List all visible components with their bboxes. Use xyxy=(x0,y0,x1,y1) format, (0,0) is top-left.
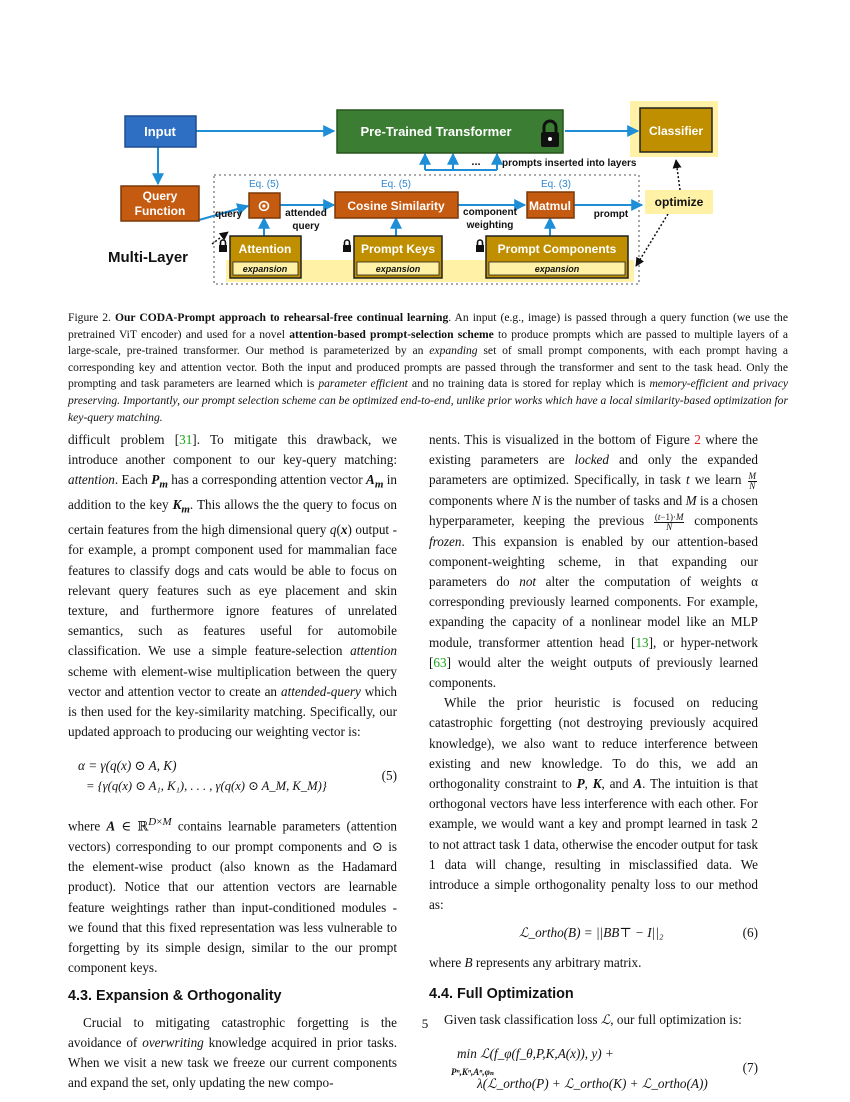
eq5-number: (5) xyxy=(381,768,397,784)
paragraph: Given task classification loss ℒ, our full optimization is: xyxy=(444,1011,742,1027)
caption-italic: expanding xyxy=(429,344,478,358)
page-number: 5 xyxy=(421,1016,429,1031)
citation-link[interactable]: 31 xyxy=(179,432,193,447)
component-weighting-line2: weighting xyxy=(466,220,514,231)
eq7-number: (7) xyxy=(742,1060,758,1076)
eq7-subscript: Pⁿ,Kⁿ,Aⁿ,φₙ xyxy=(451,1067,495,1078)
eq6-number: (6) xyxy=(742,925,758,941)
caption-title: Our CODA-Prompt approach to rehearsal-free continual learning xyxy=(114,311,449,324)
caption-bold: attention-based prompt-selection scheme xyxy=(289,327,494,341)
citation-link[interactable]: 63 xyxy=(433,654,447,670)
paragraph: difficult problem [31]. To mitigate this drawback, we introduce another component to our key-query matching: attention. Each $P_m$ has a corresponding attention vector $A_m$ in addition to the key $K_m$. This allows the the query to focus on certain features from the high dimensional query q(x) output - for example, a prompt component used for mammalian face features to classify dogs and cats would be able to focus on relevant query features such as eye placement and skin texture, and furthermore ignore features of unrelated semantics, such as features useful for automobile classification. We use a simple feature-selection attention scheme with element-wise multiplication between the query vector and attention vector to create an attended-query which is then used for the key-similarity matching. Specifically, our updated approach to producing our weighting vector is: xyxy=(68,432,397,740)
paragraph: nents. This is visualized in the bottom of Figure 2 where the existing parameters are locked and only the expanded parameters are optimized. Specifically, in task t we learn $\frac{M}{N}$ components where N is the number of tasks and M is a chosen hyperparameter, keeping the previous $\frac{(t-1)\cdot M}{N}$ components frozen. This expansion is enabled by our attention-based component-weighting scheme, in that expanding our parameters do not alter the computation of weights α corresponding previously learned components. For example, expanding the capacity of a nonlinear model like an MLP module, transformer attention head [13], or hyper-network [63] would alter the weight outputs of previously learned components. xyxy=(429,432,759,690)
eq5-line2: = {γ(q(x) ⊙ A₁, K₁), . . . , γ(q(x) ⊙ A_M, K_M)} xyxy=(86,779,327,794)
eq7-line2: λ(ℒ_ortho(P) + ℒ_ortho(K) + ℒ_ortho(A)) xyxy=(477,1076,708,1092)
prompt-edge-label: prompt xyxy=(593,209,629,220)
paragraph: While the prior heuristic is focused on reducing catastrophic forgetting (not destroying previously acquired knowledge), we also want to reduce interference between existing and new knowledge. To do this, we add an orthogonality constraint to P, K, and A. The intuition is that orthogonal vectors have less interference with each other. For example, we would want a key and prompt learned in task 2 to not attract task 1 data, otherwise the encoder output for task 1 data will change, resulting in misclassified data. We introduce a simple orthogonality penalty loss to our method as: xyxy=(429,695,759,913)
eq7-line1: min ℒ(f_φ(f_θ,P,K,A(x)), y) + xyxy=(457,1046,614,1062)
figure-2-diagram xyxy=(0,0,850,300)
caption-label: Figure 2. xyxy=(68,311,111,324)
query-function-line2: Function xyxy=(134,204,186,218)
eq3-label: Eq. (3) xyxy=(540,179,572,190)
component-weighting-line1: component xyxy=(463,207,517,218)
dots-label: ... xyxy=(471,156,481,168)
lock-icon xyxy=(219,240,227,252)
prompt-components-label: Prompt Components xyxy=(497,242,617,256)
citation-link[interactable]: 13 xyxy=(635,634,649,650)
query-function-line1: Query xyxy=(142,189,178,203)
query-edge-label: query xyxy=(215,209,243,220)
prompt-components-expansion-label: expansion xyxy=(534,264,580,274)
input-label: Input xyxy=(144,124,176,139)
attention-label: Attention xyxy=(238,242,292,256)
caption-text: and no training data is stored for replay which is xyxy=(407,377,650,391)
odot-symbol: ⊙ xyxy=(257,198,271,215)
classifier-label: Classifier xyxy=(648,124,704,138)
cosine-similarity-label: Cosine Similarity xyxy=(347,199,445,213)
attention-expansion-label: expansion xyxy=(242,264,288,274)
right-column xyxy=(429,430,758,1102)
paragraph: where A ∈ ℝ$^{D\times M}$ contains learnable parameters (attention vectors) corresponding to our prompt components and ⊙ is the element-wise product (also known as the Hadamard product). Notice that our attention vectors are learnable feature weightings rather than input-conditioned modules - we found that this fixed representation was less vulnerable to forgetting by its simple design, similar to the our prompt component keys. xyxy=(68,816,398,976)
section-heading-4-3: 4.3. Expansion & Orthogonality xyxy=(68,988,282,1005)
eq5-line1: α = γ(q(x) ⊙ A, K) xyxy=(78,758,177,774)
matmul-label: Matmul xyxy=(529,199,571,213)
attended-query-line1: attended xyxy=(285,208,327,219)
paragraph: Crucial to mitigating catastrophic forgetting is the avoidance of overwriting knowledge acquired in prior tasks. When we visit a new task we freeze our current components and expand the set, only updating the new compo- xyxy=(68,1014,398,1091)
prompt-keys-label: Prompt Keys xyxy=(360,242,436,256)
caption-italic: memory-efficient and privacy preserving. Importantly, our prompt selection scheme can be optimized end-to-end, unlike prior works which have a local similarity-based optimization for key-query matching. xyxy=(68,377,788,424)
eq5-label-b: Eq. (5) xyxy=(380,179,412,190)
prompts-inserted-label: prompts inserted into layers xyxy=(502,158,637,169)
caption-text: to produce prompts which are passed to multiple layers of a large-scale, pre-trained transformer. Our method is parameterized by an xyxy=(68,327,788,358)
optimize-label: optimize xyxy=(654,195,704,209)
caption-text: . An input (e.g., image) is passed through a query function (we use the pretrained ViT encoder) and used for a novel xyxy=(68,311,788,341)
section-heading-4-4: 4.4. Full Optimization xyxy=(429,985,574,1002)
attended-query-line2: query xyxy=(292,221,320,232)
paragraph: where B represents any arbitrary matrix. xyxy=(429,955,642,971)
caption-italic: parameter efficient xyxy=(318,377,408,391)
figure-link[interactable]: 2 xyxy=(694,432,701,447)
eq5-label-a: Eq. (5) xyxy=(248,179,280,190)
lock-icon xyxy=(476,240,484,252)
caption-text: set of small prompt components, with each prompt having a corresponding key and attention vector. Both the input and produced prompts are passed through the transformer and sent to the task head. Only the prompting and task parameters are learned which is xyxy=(68,344,788,391)
eq6-body: ℒ_ortho(B) = ||BB⊤ − I||₂ xyxy=(519,925,664,941)
equation-7 xyxy=(429,1038,758,1094)
prompt-keys-expansion-label: expansion xyxy=(375,264,421,274)
multi-layer-label: Multi-Layer xyxy=(108,249,189,266)
equation-6 xyxy=(429,921,758,945)
equation-5 xyxy=(68,752,397,800)
lock-icon xyxy=(343,240,351,252)
left-column xyxy=(68,430,397,1093)
transformer-label: Pre-Trained Transformer xyxy=(360,124,512,139)
figure-caption xyxy=(68,310,788,426)
